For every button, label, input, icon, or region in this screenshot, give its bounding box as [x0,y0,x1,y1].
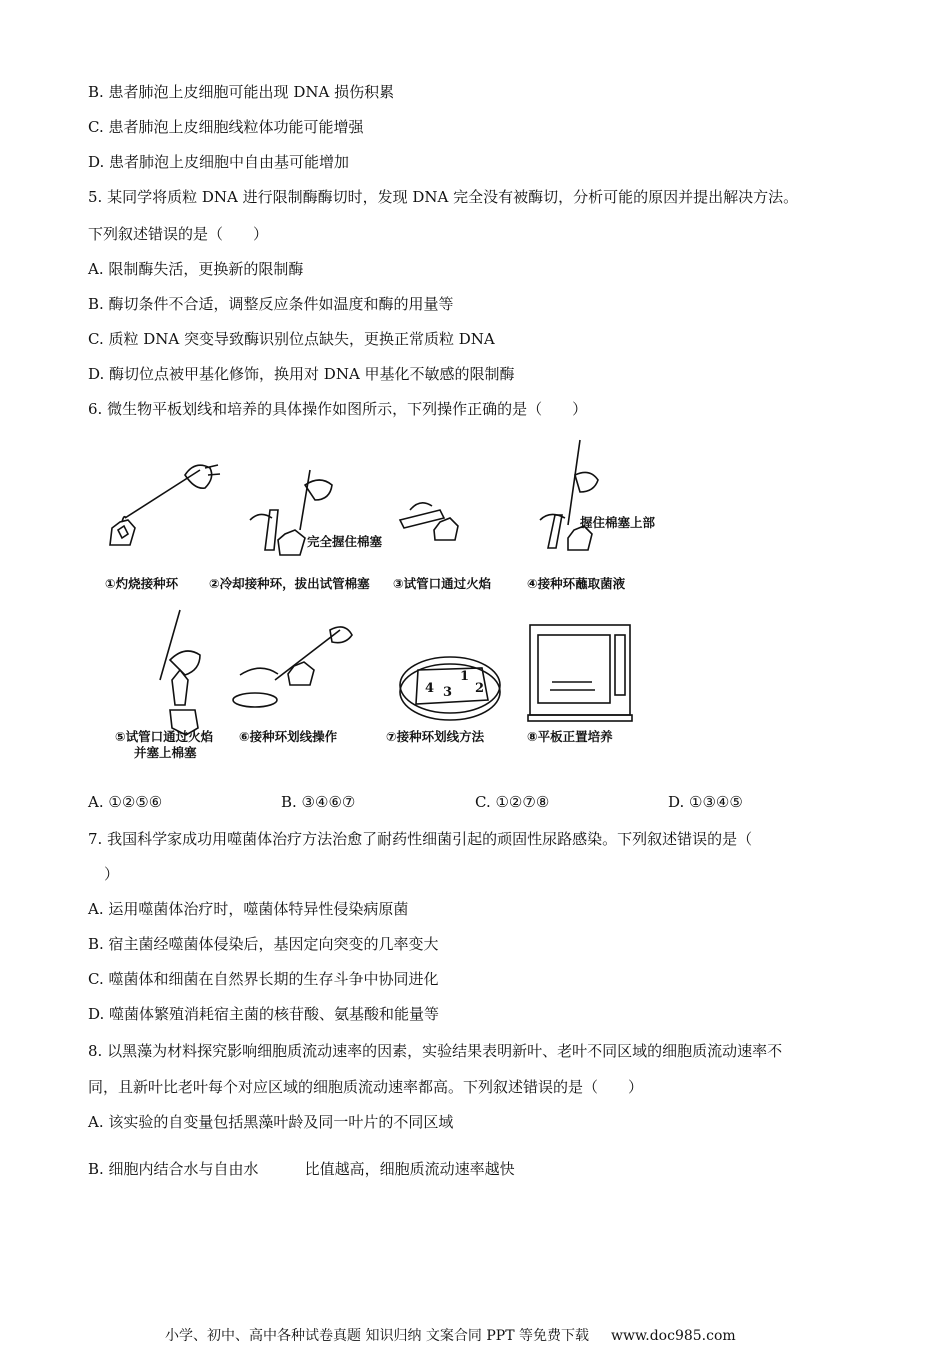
q7-option-a: A. 运用噬菌体治疗时，噬菌体特异性侵染病原菌 [88,900,409,918]
plate-zone-4: 4 [425,681,435,696]
label-grip-top: 握住棉塞上部 [580,515,656,530]
q7-option-c: C. 噬菌体和细菌在自然界长期的生存斗争中协同进化 [88,970,439,988]
q7-option-d: D. 噬菌体繁殖消耗宿主菌的核苷酸、氨基酸和能量等 [88,1005,440,1023]
q4-option-b: B. 患者肺泡上皮细胞可能出现 DNA 损伤积累 [88,83,395,101]
caption-step5-line2: 并塞上棉塞 [134,745,197,760]
panel4-loop-dipping-drawing [540,440,598,550]
footer-text: 小学、初中、高中各种试卷真题 知识归纳 文案合同 PPT 等免费下载 [165,1328,589,1344]
caption-step1: ①灼烧接种环 [105,576,179,591]
q8-stem-line2: 同，且新叶比老叶每个对应区域的细胞质流动速率都高。下列叙述错误的是（ ） [88,1078,644,1096]
q5-option-b: B. 酶切条件不合适，调整反应条件如温度和酶的用量等 [88,295,454,313]
q8-option-b [88,1159,515,1179]
q7-stem-line2: ） [104,865,120,883]
panel5-plug-tube-drawing [160,610,200,735]
panel7-petri-dish-drawing [400,657,500,720]
caption-step4: ④接种环蘸取菌液 [527,576,626,591]
caption-step6: ⑥接种环划线操作 [239,729,338,744]
caption-step2: ②冷却接种环，拔出试管棉塞 [209,576,370,591]
panel8-incubator-drawing [528,625,632,721]
plate-zone-3: 3 [443,685,453,700]
q7-option-b: B. 宿主菌经噬菌体侵染后，基因定向突变的几率变大 [88,935,439,953]
panel3-tube-through-flame-drawing [400,503,458,540]
q4-option-d: D. 患者肺泡上皮细胞中自由基可能增加 [88,153,350,171]
q7-stem-line1: 7. 我国科学家成功用噬菌体治疗方法治愈了耐药性细菌引起的顽固性尿路感染。下列叙述错误的是（ [88,830,753,848]
q6-option-d: D. ①③④⑤ [668,793,743,811]
q8-option-a: A. 该实验的自变量包括黑藻叶龄及同一叶片的不同区域 [88,1113,454,1131]
q8-option-b-part1: B. 细胞内结合水与自由水 [88,1160,259,1178]
plate-zone-2: 2 [475,681,485,696]
q5-stem-line1: 5. 某同学将质粒 DNA 进行限制酶酶切时，发现 DNA 完全没有被酶切，分析可能的原因并提出解决方法。 [88,188,799,206]
panel6-streaking-drawing [233,627,352,707]
caption-step5-line1: ⑤试管口通过火焰 [115,729,214,744]
panel1-flaming-loop-drawing [110,465,220,545]
footer-site-link[interactable]: www.doc985.com [610,1328,736,1344]
label-full-grip: 完全握住棉塞 [307,534,383,549]
caption-step3: ③试管口通过火焰 [393,576,492,591]
caption-step7: ⑦接种环划线方法 [386,729,485,744]
q5-stem-line2: 下列叙述错误的是（ ） [88,225,269,243]
q6-option-b: B. ③④⑥⑦ [281,793,356,811]
q5-option-c: C. 质粒 DNA 突变导致酶识别位点缺失，更换正常质粒 DNA [88,330,495,348]
q4-option-c: C. 患者肺泡上皮细胞线粒体功能可能增强 [88,118,364,136]
q5-option-d: D. 酶切位点被甲基化修饰，换用对 DNA 甲基化不敏感的限制酶 [88,365,515,383]
page-footer [165,1325,736,1345]
q8-stem-line1: 8. 以黑藻为材料探究影响细胞质流动速率的因素，实验结果表明新叶、老叶不同区域的细胞质流动速率不 [88,1042,783,1060]
q6-stem: 6. 微生物平板划线和培养的具体操作如图所示，下列操作正确的是（ ） [88,400,588,418]
q6-option-a: A. ①②⑤⑥ [88,793,163,811]
plate-zone-1: 1 [460,669,470,684]
caption-step8: ⑧平板正置培养 [527,729,613,744]
q5-option-a: A. 限制酶失活，更换新的限制酶 [88,260,304,278]
q6-option-c: C. ①②⑦⑧ [475,793,550,811]
streak-plate-figure [100,430,660,770]
q8-option-b-part2: 比值越高，细胞质流动速率越快 [304,1160,515,1178]
